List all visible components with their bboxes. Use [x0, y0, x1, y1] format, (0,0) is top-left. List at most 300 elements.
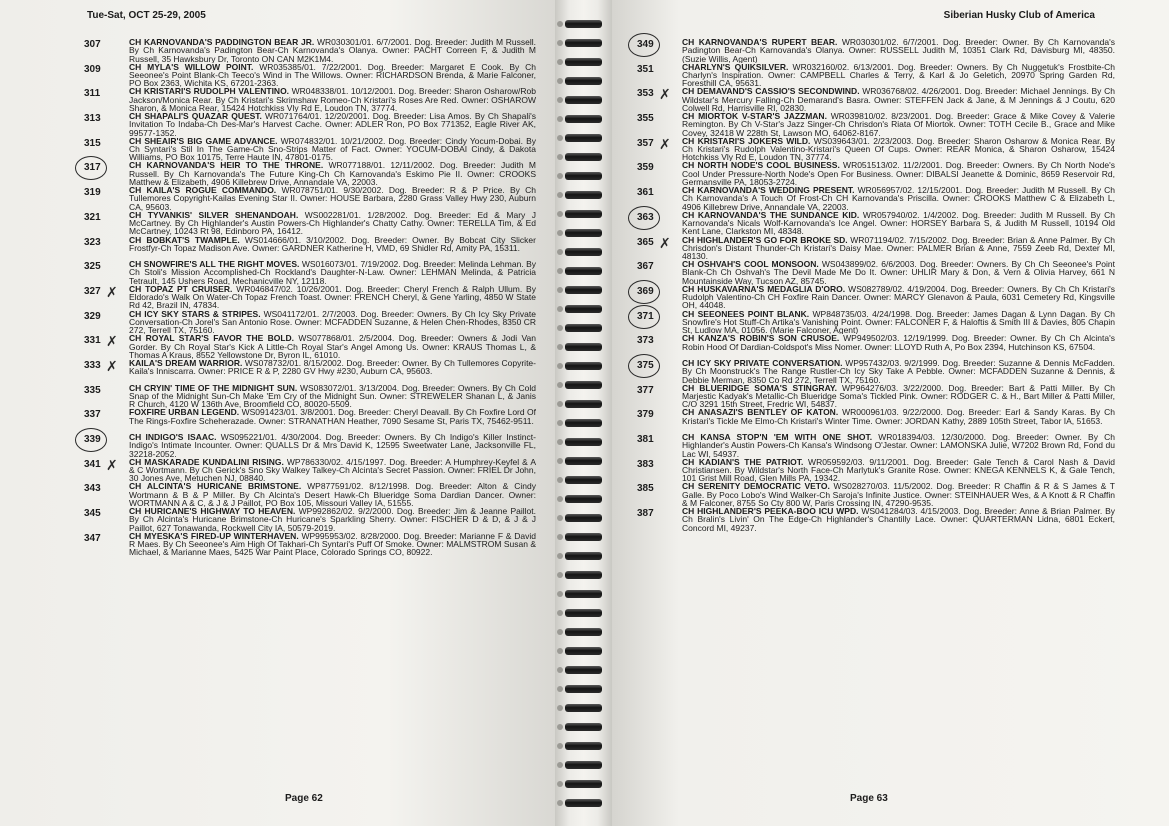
entry-title: CH HIGHLANDER'S GO FOR BROKE SD.: [682, 235, 848, 245]
binding-coil: [565, 400, 602, 408]
catalog-entry: [637, 186, 1115, 211]
entry-number-text: 353 ✗: [637, 88, 654, 99]
entry-text: [682, 137, 1115, 162]
entry-number: [84, 236, 129, 261]
binding-coil: [565, 96, 602, 104]
entry-text: [129, 532, 536, 557]
entry-text: [682, 236, 1115, 261]
entry-number-text: 327 ✗: [84, 286, 101, 297]
binding-hole: [557, 800, 563, 806]
binding-hole: [557, 363, 563, 369]
entry-details: WS016073/01. 7/19/2002. Dog. Breeder: Melinda Lehman. By Ch Stoli's Mission Accomplished-Ch Rockland's Daughter-N-Law. Owner: LEHMAN Melinda, & Patricia Tetrault, 145 Ushers Road, Mechanicville NY, 12118.: [129, 260, 536, 285]
entry-text: [129, 87, 536, 112]
entry-details: WS028270/03. 11/5/2002. Dog. Breeder: R Chaffin & R & S James & T Galle. By Poco Lobo's Wind Walker-Ch Saroja's Infinite Justice. Owner: STEINHAUER Wes, & A Knott & R Chaffin & M Falconer, 8755 So Cty 800 W, Paris Crossing IN, 47290-9535.: [682, 482, 1115, 508]
binding-hole: [557, 743, 563, 749]
entry-number: [637, 236, 682, 261]
entry-title: CH BOBKAT'S TWAMPLE.: [129, 235, 240, 245]
entry-text: [129, 285, 536, 310]
binding-hole: [557, 553, 563, 559]
entry-text: [682, 87, 1115, 112]
entry-title: CH ANASAZI'S BENTLEY OF KATON.: [682, 408, 839, 418]
entry-title: CH MIORTOK V-STAR'S JAZZMAN.: [682, 112, 827, 122]
catalog-entry: [637, 63, 1115, 88]
binding-coil: [565, 609, 602, 617]
entry-number: [84, 359, 129, 384]
binding-hole: [557, 610, 563, 616]
binding-coil: [565, 647, 602, 655]
entry-details: WS077868/01. 2/5/2004. Dog. Breeder: Owners & Jodi Van Gorder. By Ch Royal Star's Kick A Little-Ch Royal Star's Angel Among Us. Owner: KRAUS Thomas L, & Thomas A Kraus, 8552 Yellowstone Dr, Byron IL, 61010.: [129, 334, 536, 359]
entry-title: CH TOPAZ PT CRUISER.: [129, 284, 233, 294]
binding-coil: [565, 476, 602, 484]
entry-title: CH KANZA'S ROBIN'S SON CRUSOE.: [682, 334, 840, 344]
binding-hole: [557, 268, 563, 274]
catalog-entry: [84, 507, 536, 532]
binding-hole: [557, 496, 563, 502]
entry-details: WS039643/01. 2/23/2003. Dog. Breeder: Sharon Osharow & Monica Rear. By Ch Kristari's Rudolph Valentino-Kristari's Queen Of Cups. Owner: REAR Monica, & Sharon Osharow, 15424 Hotchkiss Vly Rd E, Loudon TN, 37774.: [682, 136, 1115, 162]
entry-number: [637, 211, 682, 236]
entry-text: [129, 384, 536, 409]
catalog-entry: [84, 482, 536, 507]
binding-hole: [557, 306, 563, 312]
entry-number: [84, 310, 129, 335]
entry-title: CH MYESKA'S FIRED-UP WINTERHAVEN.: [129, 531, 299, 541]
entry-number-text: 317: [84, 162, 101, 174]
entry-title: CH ALCINTA'S HURICANE BRIMSTONE.: [129, 482, 302, 492]
entry-number-text: 349: [637, 39, 654, 50]
entry-details: WS078732/01. 8/15/2002. Dog. Breeder: Owner. By Ch Tullemores Copyrite-Kaila's Inniscarra. Owner: PRICE R & P, 2280 GV Hwy #230, Auburn CA, 95603.: [129, 358, 536, 377]
catalog-entry: [637, 285, 1115, 310]
entry-text: [129, 211, 536, 236]
entry-details: WR030301/01. 6/7/2001. Dog. Breeder: Judith M Russell. By Ch Karnovanda's Padington Bear-Ch Karnovanda's Olanya. Owner: PACHT Correen F, & Judith M Russell, 35 Hawksbury Dr, Toronto ON CAN M2K1M4.: [129, 38, 536, 63]
entry-number-text: 381: [637, 434, 654, 445]
entry-details: WP995953/02. 8/28/2000. Dog. Breeder: Marianne F & David R Maes. By Ch Seeonee's Aim High Of Takhari-Ch Syntari's Puff Of Smoke. Owner: MALMSTROM Susan & Michael, & Marianne Maes, 5425 War Paint Place, Colorado Springs CO, 80922.: [129, 531, 536, 557]
entry-text: [682, 482, 1115, 507]
entry-number-text: 325: [84, 261, 101, 273]
entry-text: [129, 433, 536, 458]
entry-number-text: 379: [637, 409, 654, 421]
entry-number: [637, 137, 682, 162]
catalog-entry: [84, 433, 536, 458]
catalog-entry: [637, 137, 1115, 162]
left-page: [0, 0, 555, 826]
entry-text: [129, 482, 536, 507]
entry-number: [84, 458, 129, 483]
binding-coil: [565, 799, 602, 807]
entry-number-text: 323: [84, 236, 101, 248]
catalog-entry: [637, 211, 1115, 236]
entry-title: CH HURICANE'S HIGHWAY TO HEAVEN.: [129, 507, 296, 517]
binding-hole: [557, 401, 563, 407]
binding-coil: [565, 324, 602, 332]
entry-details: WP848735/03. 4/24/1998. Dog. Breeder: James Dagan & Lynn Dagan. By Ch Snowfire's Hot Stuff-Ch Artika's Vanishing Point. Owner: FALCONER F, & Haloftis & Smith III & Davies, 805 Chapin St, Ludlow MA, 01056. (Marie Falconer, Agent): [682, 309, 1115, 335]
entry-text: [682, 433, 1115, 458]
entry-number: [84, 186, 129, 211]
catalog-entry: [637, 458, 1115, 483]
entry-number-text: 313: [84, 113, 101, 125]
entry-details: WR048338/01. 10/12/2001. Dog. Breeder: Sharon Osharow/Rob Jackson/Monica Rear. By Ch Kristari's Skrimshaw Romeo-Ch Kristari's Roses Are Red. Owner: OSHAROW Sharon, & Monica Rear, 15424 Hotchkiss Vly Rd E, Loudon TN, 37774.: [129, 87, 536, 113]
entry-number-text: 355: [637, 113, 654, 125]
entry-number-text: 345: [84, 508, 101, 520]
entry-number-text: 377: [637, 384, 654, 396]
entry-details: WR057940/02. 1/4/2002. Dog. Breeder: Judith M Russell. By Ch Karnovanda's Nicals Wolf-Karnovanda's Ice Angel. Owner: HORSEY Barbara S, & Judith M Russell, 10194 Old Kent Lane, Clarkston MI, 48348.: [682, 210, 1115, 236]
binding-hole: [557, 667, 563, 673]
binding-coil: [565, 419, 602, 427]
entry-number-text: 339: [84, 434, 101, 445]
binding-hole: [557, 325, 563, 331]
entry-text: [129, 63, 536, 88]
binding-hole: [557, 344, 563, 350]
binding-hole: [557, 230, 563, 236]
entry-details: WR036768/02. 4/26/2001. Dog. Breeder: Michael Jennings. By Ch Wildstar's Mercury Falling-Ch Demarand's Basra. Owner: STEFFEN Jack & Jane, & M Jennings & J Coutu, 620 Colwell Rd, Harrisville RI, 02830.: [682, 87, 1115, 113]
entry-number-text: 385: [637, 483, 654, 495]
catalog-entry: [84, 211, 536, 236]
entry-text: [129, 38, 536, 63]
entry-title: CH ICY SKY STARS & STRIPES.: [129, 309, 261, 319]
entry-title: CH ICY SKY PRIVATE CONVERSATION.: [682, 358, 843, 368]
entry-title: FOXFIRE URBAN LEGEND.: [129, 408, 240, 418]
entry-title: CH KARNOVANDA'S HEIR TO THE THRONE.: [129, 161, 324, 171]
entry-number: [84, 482, 129, 507]
entry-details: WS083072/01. 3/13/2004. Dog. Breeder: Owners. By Ch Cold Snap of the Midnight Sun-Ch Make 'Em Cry of the Midnight Sun. Owner: STREWELER Shanan L, & Janis R Church, 4120 W 136th Ave, Broomfield CO, 80020-5509.: [129, 383, 536, 409]
entry-details: WP957432/03. 9/2/1999. Dog. Breeder: Suzanne & Dennis McFadden. By Ch Moonstruck's The Range Rustler-Ch Icy Sky Take A Pebble. Owner: MCFADDEN Suzanne & Dennis, & Debbie Merman, 8350 Co Rd 272, Terrell TX, 75160.: [682, 358, 1115, 384]
entry-details: WS041172/01. 2/7/2003. Dog. Breeder: Owners. By Ch Icy Sky Private Conversation-Ch Jorel's San Antonio Rose. Owner: MCFADDEN Suzanne, & Helen Chen-Rhodes, 8350 CR 272, Terrell TX, 75160.: [129, 309, 536, 335]
binding-coil: [565, 191, 602, 199]
binding-hole: [557, 572, 563, 578]
entry-title: CH KARNOVANDA'S WEDDING PRESENT.: [682, 186, 855, 196]
entry-number: [637, 458, 682, 483]
binding-coil: [565, 77, 602, 85]
binding-hole: [557, 439, 563, 445]
binding-coil: [565, 533, 602, 541]
entry-number: [637, 359, 682, 384]
entry-details: WS091423/01. 3/8/2001. Dog. Breeder: Cheryl Deavall. By Ch Foxfire Lord Of The Rings-Foxfire Scheherazade. Owner: STRANATHAN Heather, 7090 Sesame St, Paris TX, 75462-9511.: [129, 408, 536, 426]
binding-coil: [565, 58, 602, 66]
catalog-entry: [84, 384, 536, 409]
binding-hole: [557, 116, 563, 122]
binding-hole: [557, 287, 563, 293]
binding-coil: [565, 552, 602, 560]
entry-number: [84, 38, 129, 63]
binding-hole: [557, 648, 563, 654]
binding-coil: [565, 761, 602, 769]
entry-number: [84, 260, 129, 285]
binding-coil: [565, 115, 602, 123]
binding-coil: [565, 134, 602, 142]
entry-text: [129, 458, 536, 483]
catalog-entry: [84, 63, 536, 88]
entry-details: WR071764/01. 12/20/2001. Dog. Breeder: Lisa Amos. By Ch Shapali's Invitation To Indaba-Ch Des-Mar's Harvest Cache. Owner: ADLER Ron, PO Box 771352, Eagle River AK, 99577-1352.: [129, 112, 536, 137]
binding-coil: [565, 20, 602, 28]
entry-text: [129, 137, 536, 162]
entry-number: [637, 63, 682, 88]
entry-title: CH SERENITY DEMOCRATIC VETO.: [682, 482, 830, 492]
entry-number-text: 319: [84, 187, 101, 199]
entry-number: [84, 161, 129, 186]
entry-details: WP949502/03. 12/19/1999. Dog. Breeder: Owner. By Ch Ch Alcinta's Robin Hood Of Dardian-Coldspot's Miss Nomer. Owner: LLOYD Ruth A, Po Box 2394, Hutchinson KS, 67504.: [682, 334, 1115, 352]
entry-title: CH DEMAVAND'S CASSIO'S SECONDWIND.: [682, 87, 860, 97]
entry-number-text: 315: [84, 137, 101, 149]
entry-number-text: 369: [637, 285, 654, 297]
entry-details: WR071194/02. 7/15/2002. Dog. Breeder: Brian & Anne Palmer. By Ch Chrisdon's Distant Thunder-Ch Kristari's Daisy Mae. Owner: PALMER Brian & Anne, 7559 Zeeb Rd, Dexter MI, 48130.: [682, 235, 1115, 261]
entry-details: WS002281/01. 1/28/2002. Dog. Breeder: Ed & Mary J McCartney. By Ch Highlander's Austin Powers-Ch Highlander's Chatty Cathy. Owner: TERELLA Tim, & Ed McCartney, 10243 Rt 98, Edinboro PA, 16412.: [129, 210, 536, 236]
binding-coil: [565, 381, 602, 389]
catalog-entry: [637, 482, 1115, 507]
catalog-entry: [84, 87, 536, 112]
entry-title: CH KADIAN'S THE PATRIOT.: [682, 457, 804, 467]
entry-text: [682, 310, 1115, 335]
catalog-entry: [84, 260, 536, 285]
entry-details: WR046847/02. 10/26/2001. Dog. Breeder: Cheryl French & Ralph Ullum. By Eldorado's Walk On Water-Ch Topaz French Toast. Owner: FRENCH Cheryl, & Gene Yarling, 4850 W State Rd 42, Brazil IN, 47834.: [129, 284, 536, 310]
binding-coil: [565, 248, 602, 256]
entry-number: [84, 507, 129, 532]
catalog-entry: [84, 334, 536, 359]
entry-number: [637, 161, 682, 186]
catalog-entry: [637, 112, 1115, 137]
binding-coil: [565, 780, 602, 788]
entry-text: [682, 408, 1115, 433]
binding-coil: [565, 628, 602, 636]
entry-text: [682, 285, 1115, 310]
catalog-entry: [84, 186, 536, 211]
entry-text: [682, 211, 1115, 236]
binding-coil: [565, 742, 602, 750]
entry-title: CH TYVANKIS' SILVER SHENANDOAH.: [129, 210, 299, 220]
entry-text: [129, 359, 536, 384]
entry-number-text: 363: [637, 211, 654, 223]
entry-title: CH KANSA STOP'N 'EM WITH ONE SHOT.: [682, 433, 873, 442]
entry-number: [84, 285, 129, 310]
right-page: [612, 0, 1169, 826]
entry-text: [682, 507, 1115, 532]
entry-number-text: 343: [84, 483, 101, 495]
entry-number-text: 307: [84, 39, 101, 50]
entry-number-text: 321: [84, 211, 101, 223]
entry-number-text: 329: [84, 310, 101, 322]
entry-text: [129, 334, 536, 359]
entry-number: [84, 384, 129, 409]
entry-number-text: 383: [637, 458, 654, 470]
entry-number-text: 337: [84, 409, 101, 421]
binding-hole: [557, 211, 563, 217]
entry-details: WR035385/01. 7/22/2001. Dog. Breeder: Margaret E Cook. By Ch Seeonee's Point Blank-Ch Teeco's Wind in The Willows. Owner: RICHARDSON Brenda, & Marie Falconer, PO Box 2363, Wichita KS, 67201-2363.: [129, 62, 536, 88]
binding-hole: [557, 762, 563, 768]
binding-hole: [557, 458, 563, 464]
entry-number: [84, 63, 129, 88]
binding-hole: [557, 249, 563, 255]
binding-coil: [565, 229, 602, 237]
catalog-entry: [637, 236, 1115, 261]
entry-details: WR039810/02. 8/23/2001. Dog. Breeder: Grace & Mike Covey & Valerie Remington. By Ch V-Star's Jazz Singer-Ch Chrisdon's Riata Of Miortok. Owner: TOTH Cecile B., Grace and Mike Covey, 32418 W 228th St, Lawson MO, 64062-8167.: [682, 112, 1115, 137]
entry-title: CH KRISTARI'S JOKERS WILD.: [682, 136, 811, 146]
catalog-entry: [637, 310, 1115, 335]
entry-text: [129, 112, 536, 137]
catalog-entry: [84, 137, 536, 162]
entry-title: CH KARNOVANDA'S THE SUNDANCE KID.: [682, 210, 860, 220]
entry-number: [84, 532, 129, 557]
catalog-entry: [637, 87, 1115, 112]
binding-coil: [565, 305, 602, 313]
entry-details: WS014666/01. 3/10/2002. Dog. Breeder: Owner. By Bobcat City Slicker Frostfyr-Ch Topaz Madison Ave. Owner: GARDNER Katherine H, VMD, 69 Shidler Rd, Amity PA, 15311.: [129, 235, 536, 253]
binding-hole: [557, 515, 563, 521]
right-entry-list: [637, 38, 1115, 532]
catalog-entry: [637, 38, 1115, 63]
entry-number-text: 335: [84, 384, 101, 396]
entry-number-text: 351: [637, 63, 654, 75]
left-page-number: Page 62: [285, 793, 323, 804]
entry-title: CH NORTH NODE'S COOL BUSINESS.: [682, 161, 840, 171]
entry-text: [682, 260, 1115, 285]
entry-title: CH SHAPALI'S QUAZAR QUEST.: [129, 112, 262, 122]
entry-details: WP992862/02. 9/2/2000. Dog. Breeder: Jim & Jeanne Paillot. By Ch Alcinta's Huricane Brimstone-Ch Huricane's Sparkling Sherry. Owner: FISCHER D & D, & J & J Paillot, 627 Tonawanda, Rockwell City IA, 50579-2019.: [129, 507, 536, 532]
entry-text: [682, 63, 1115, 88]
entry-number: [637, 112, 682, 137]
spiral-binding: [555, 0, 612, 826]
binding-hole: [557, 21, 563, 27]
catalog-entry: [637, 359, 1115, 384]
entry-text: [129, 310, 536, 335]
entry-text: [682, 186, 1115, 211]
binding-coil: [565, 362, 602, 370]
binding-coil: [565, 438, 602, 446]
entry-details: WS043899/02. 6/6/2003. Dog. Breeder: Owners. By Ch Ch Seeonee's Point Blank-Ch Ch Oshvah's The Devil Made Me Do It. Owner: UHLIR Mary & Don, & Vern & Olivia Harvey, 661 N Mountainside Way, Tucson AZ, 85745.: [682, 260, 1115, 285]
entry-number: [84, 112, 129, 137]
entry-text: [682, 359, 1115, 384]
entry-details: WR077188/01. 12/11/2002. Dog. Breeder: Judith M Russell. By Ch Karnovanda's The Future King-Ch Ch Karnovanda's Eskimo Pie II. Owner: CROOKS Matthew & Elizabeth, 4906 Killebrew Drive, Annandale VA, 22003.: [129, 161, 536, 187]
catalog-entry: [84, 532, 536, 557]
entry-text: [129, 507, 536, 532]
binding-hole: [557, 173, 563, 179]
binding-hole: [557, 705, 563, 711]
entry-text: [129, 186, 536, 211]
entry-details: WS095221/01. 4/30/2004. Dog. Breeder: Owners. By Ch Indigo's Killer Instinct-Indigo's Intimate Incounter. Owner: QUALLS Dr & Mrs David K, 12595 Sweetwater Lane, Jacksonville FL, 32218-2052.: [129, 433, 536, 458]
left-page-header: Tue-Sat, OCT 25-29, 2005: [87, 10, 206, 21]
right-page-number: Page 63: [850, 793, 888, 804]
entry-details: WR018394/03. 12/30/2000. Dog. Breeder: Owner. By Ch Highlander's Austin Powers-Ch Kansa's Windsong O'Jestar. Owner: LAMONSKA Julie, W7202 Brown Rd, Fond du Lac WI, 54937.: [682, 433, 1115, 458]
binding-hole: [557, 97, 563, 103]
catalog-entry: [84, 236, 536, 261]
entry-details: WS041284/03. 4/15/2003. Dog. Breeder: Anne & Brian Palmer. By Ch Bralin's Livin' On The Edge-Ch Highlander's Chantilly Lace. Owner: QUARTERMAN Lidna, 6801 Eckert, Concord MI, 49237.: [682, 507, 1115, 532]
binding-hole: [557, 154, 563, 160]
entry-number: [84, 87, 129, 112]
catalog-entry: [84, 359, 536, 384]
binding-hole: [557, 382, 563, 388]
entry-details: WP786330/02. 4/15/1997. Dog. Breeder: A Humphrey-Keyfel & A & C Wortmann. By Ch Gerick's Sno Sky Walkey Talkey-Ch Alcinta's Secret Passion. Owner: FRIEL Dr John, 30 Jones Ave, Metuchen NJ, 08840.: [129, 457, 536, 483]
binding-coil: [565, 495, 602, 503]
entry-title: CH HIGHLANDER'S PEEKA-BOO ICU WPD.: [682, 507, 859, 517]
binding-hole: [557, 686, 563, 692]
right-page-header: Siberian Husky Club of America: [943, 10, 1095, 21]
entry-details: WR032160/02. 6/13/2001. Dog. Breeder: Owners. By Ch Nuggetuk's Frostbite-Ch Charlyn's Inspiration. Owner: CAMPBELL Charles & Terry, & Karl & Jo Geletich, 20970 Spring Garden Rd, Foresthill CA, 95631.: [682, 62, 1115, 88]
binding-hole: [557, 591, 563, 597]
entry-number: [637, 482, 682, 507]
entry-number: [84, 334, 129, 359]
entry-title: CH SNOWFIRE'S ALL THE RIGHT MOVES.: [129, 260, 300, 270]
entry-details: WR056957/02. 12/15/2001. Dog. Breeder: Judith M Russell. By Ch Ch Karnovanda's A Touch Of Frost-Ch CH Karnovanda's Priscilla. Owner: CROOKS Matthew C & Elizabeth L, 4906 Killebrew Drive, Annandale VA, 22003.: [682, 186, 1115, 211]
entry-number-text: 365 ✗: [637, 237, 654, 248]
binding-hole: [557, 59, 563, 65]
binding-hole: [557, 78, 563, 84]
entry-text: [682, 384, 1115, 409]
entry-details: WR000961/03. 9/22/2000. Dog. Breeder: Earl & Sandy Karas. By Ch Kristari's Tickle Me Elmo-Ch Kristari's Winter Time. Owner: JORDAN Kathy, 2889 105th Street, Tabor IA, 51653.: [682, 408, 1115, 426]
entry-text: [682, 161, 1115, 186]
entry-number-text: 361: [637, 187, 654, 199]
catalog-entry: [84, 161, 536, 186]
catalog-entry: [637, 260, 1115, 285]
binding-coil: [565, 590, 602, 598]
entry-title: CH ROYAL STAR'S FAVOR THE BOLD.: [129, 334, 295, 344]
entry-details: WR030301/02. 6/7/2001. Dog. Breeder: Owner. By Ch Karnovanda's Padington Bear-Ch Karnovanda's Olanya. Owner: RUSSELL Judith M, 10351 Clark Rd, Davisburg MI, 48350. (Suzie Willis, Agent): [682, 38, 1115, 63]
entry-title: CH SEEONEES POINT BLANK.: [682, 309, 810, 319]
entry-title: CH KAILA'S ROGUE COMMANDO.: [129, 186, 277, 196]
entry-number-text: 375: [637, 359, 654, 371]
entry-text: [129, 408, 536, 433]
catalog-entry: [84, 285, 536, 310]
left-entry-list: [84, 38, 536, 556]
binding-hole: [557, 420, 563, 426]
entry-number-text: 309: [84, 63, 101, 75]
catalog-entry: [84, 408, 536, 433]
binding-hole: [557, 192, 563, 198]
entry-title: CH KARNOVANDA'S RUPERT BEAR.: [682, 38, 838, 47]
entry-details: WS082789/02. 4/19/2004. Dog. Breeder: Owners. By Ch Ch Kristari's Rudolph Valentino-Ch CH Foxfire Rain Dancer. Owner: MARCY Glenavon & Paula, 6031 Cemetery Rd, Kingsville OH, 44048.: [682, 284, 1115, 310]
catalog-entry: [84, 310, 536, 335]
catalog-entry: [637, 507, 1115, 532]
entry-title: CH CRYIN' TIME OF THE MIDNIGHT SUN.: [129, 383, 298, 393]
entry-title: KAILA'S DREAM WARRIOR.: [129, 358, 243, 368]
catalog-entry: [84, 458, 536, 483]
entry-number-text: 333 ✗: [84, 360, 101, 371]
binding-hole: [557, 135, 563, 141]
entry-text: [129, 236, 536, 261]
entry-number: [637, 38, 682, 63]
entry-title: CH BLUERIDGE SOMA'S STINGRAY.: [682, 383, 838, 393]
binding-coil: [565, 153, 602, 161]
entry-title: CH MASKARADE KUNDALINI RISING.: [129, 457, 284, 467]
entry-number-text: 347: [84, 532, 101, 544]
entry-number-text: 367: [637, 261, 654, 273]
binding-hole: [557, 629, 563, 635]
entry-number: [637, 384, 682, 409]
entry-title: CH KARNOVANDA'S PADDINGTON BEAR JR.: [129, 38, 315, 47]
binding-hole: [557, 40, 563, 46]
binding-coil: [565, 666, 602, 674]
binding-coil: [565, 704, 602, 712]
entry-text: [682, 334, 1115, 359]
binding-coil: [565, 172, 602, 180]
entry-number: [637, 507, 682, 532]
entry-number: [637, 310, 682, 335]
catalog-entry: [637, 433, 1115, 458]
entry-number-text: 387: [637, 508, 654, 520]
entry-text: [682, 38, 1115, 63]
binding-coil: [565, 723, 602, 731]
entry-number: [84, 433, 129, 458]
catalog-entry: [637, 161, 1115, 186]
entry-number-text: 371: [637, 310, 654, 322]
entry-title: CHARLYN'S QUIKSILVER.: [682, 62, 789, 72]
entry-number-text: 357 ✗: [637, 138, 654, 149]
entry-text: [129, 260, 536, 285]
binding-coil: [565, 39, 602, 47]
entry-details: WP964276/03. 3/22/2000. Dog. Breeder: Bart & Patti Miller. By Ch Marjestic Kadyak's Metallic-Ch Blueridge Soma's Tickled Pink. Owner: RODGER C. & H., Bart Miller & Patti Miller, C/O 3291 15th Street, Fredric WI, 54837.: [682, 383, 1115, 409]
entry-title: CH SHEAIR'S BIG GAME ADVANCE.: [129, 136, 278, 146]
binding-hole: [557, 534, 563, 540]
entry-details: WR078751/01. 9/30/2002. Dog. Breeder: R & P Price. By Ch Tullemores Copyright-Kailas Evening Star II. Owner: HOUSE Barbara, 2280 Grass Valley Hwy 230, Auburn CA, 95603.: [129, 186, 536, 211]
binding-coil: [565, 571, 602, 579]
binding-coil: [565, 267, 602, 275]
entry-details: WP877591/02. 8/12/1998. Dog. Breeder: Alton & Cindy Wortmann & B & P Miller. By Ch Alcinta's Desert Hawk-Ch Blueridge Soma Dardian Dancer. Owner: WORTMANN A & C, & J & J Paillot, PO Box 105, Missouri Valley IA, 51555.: [129, 482, 536, 508]
binding-coil: [565, 286, 602, 294]
